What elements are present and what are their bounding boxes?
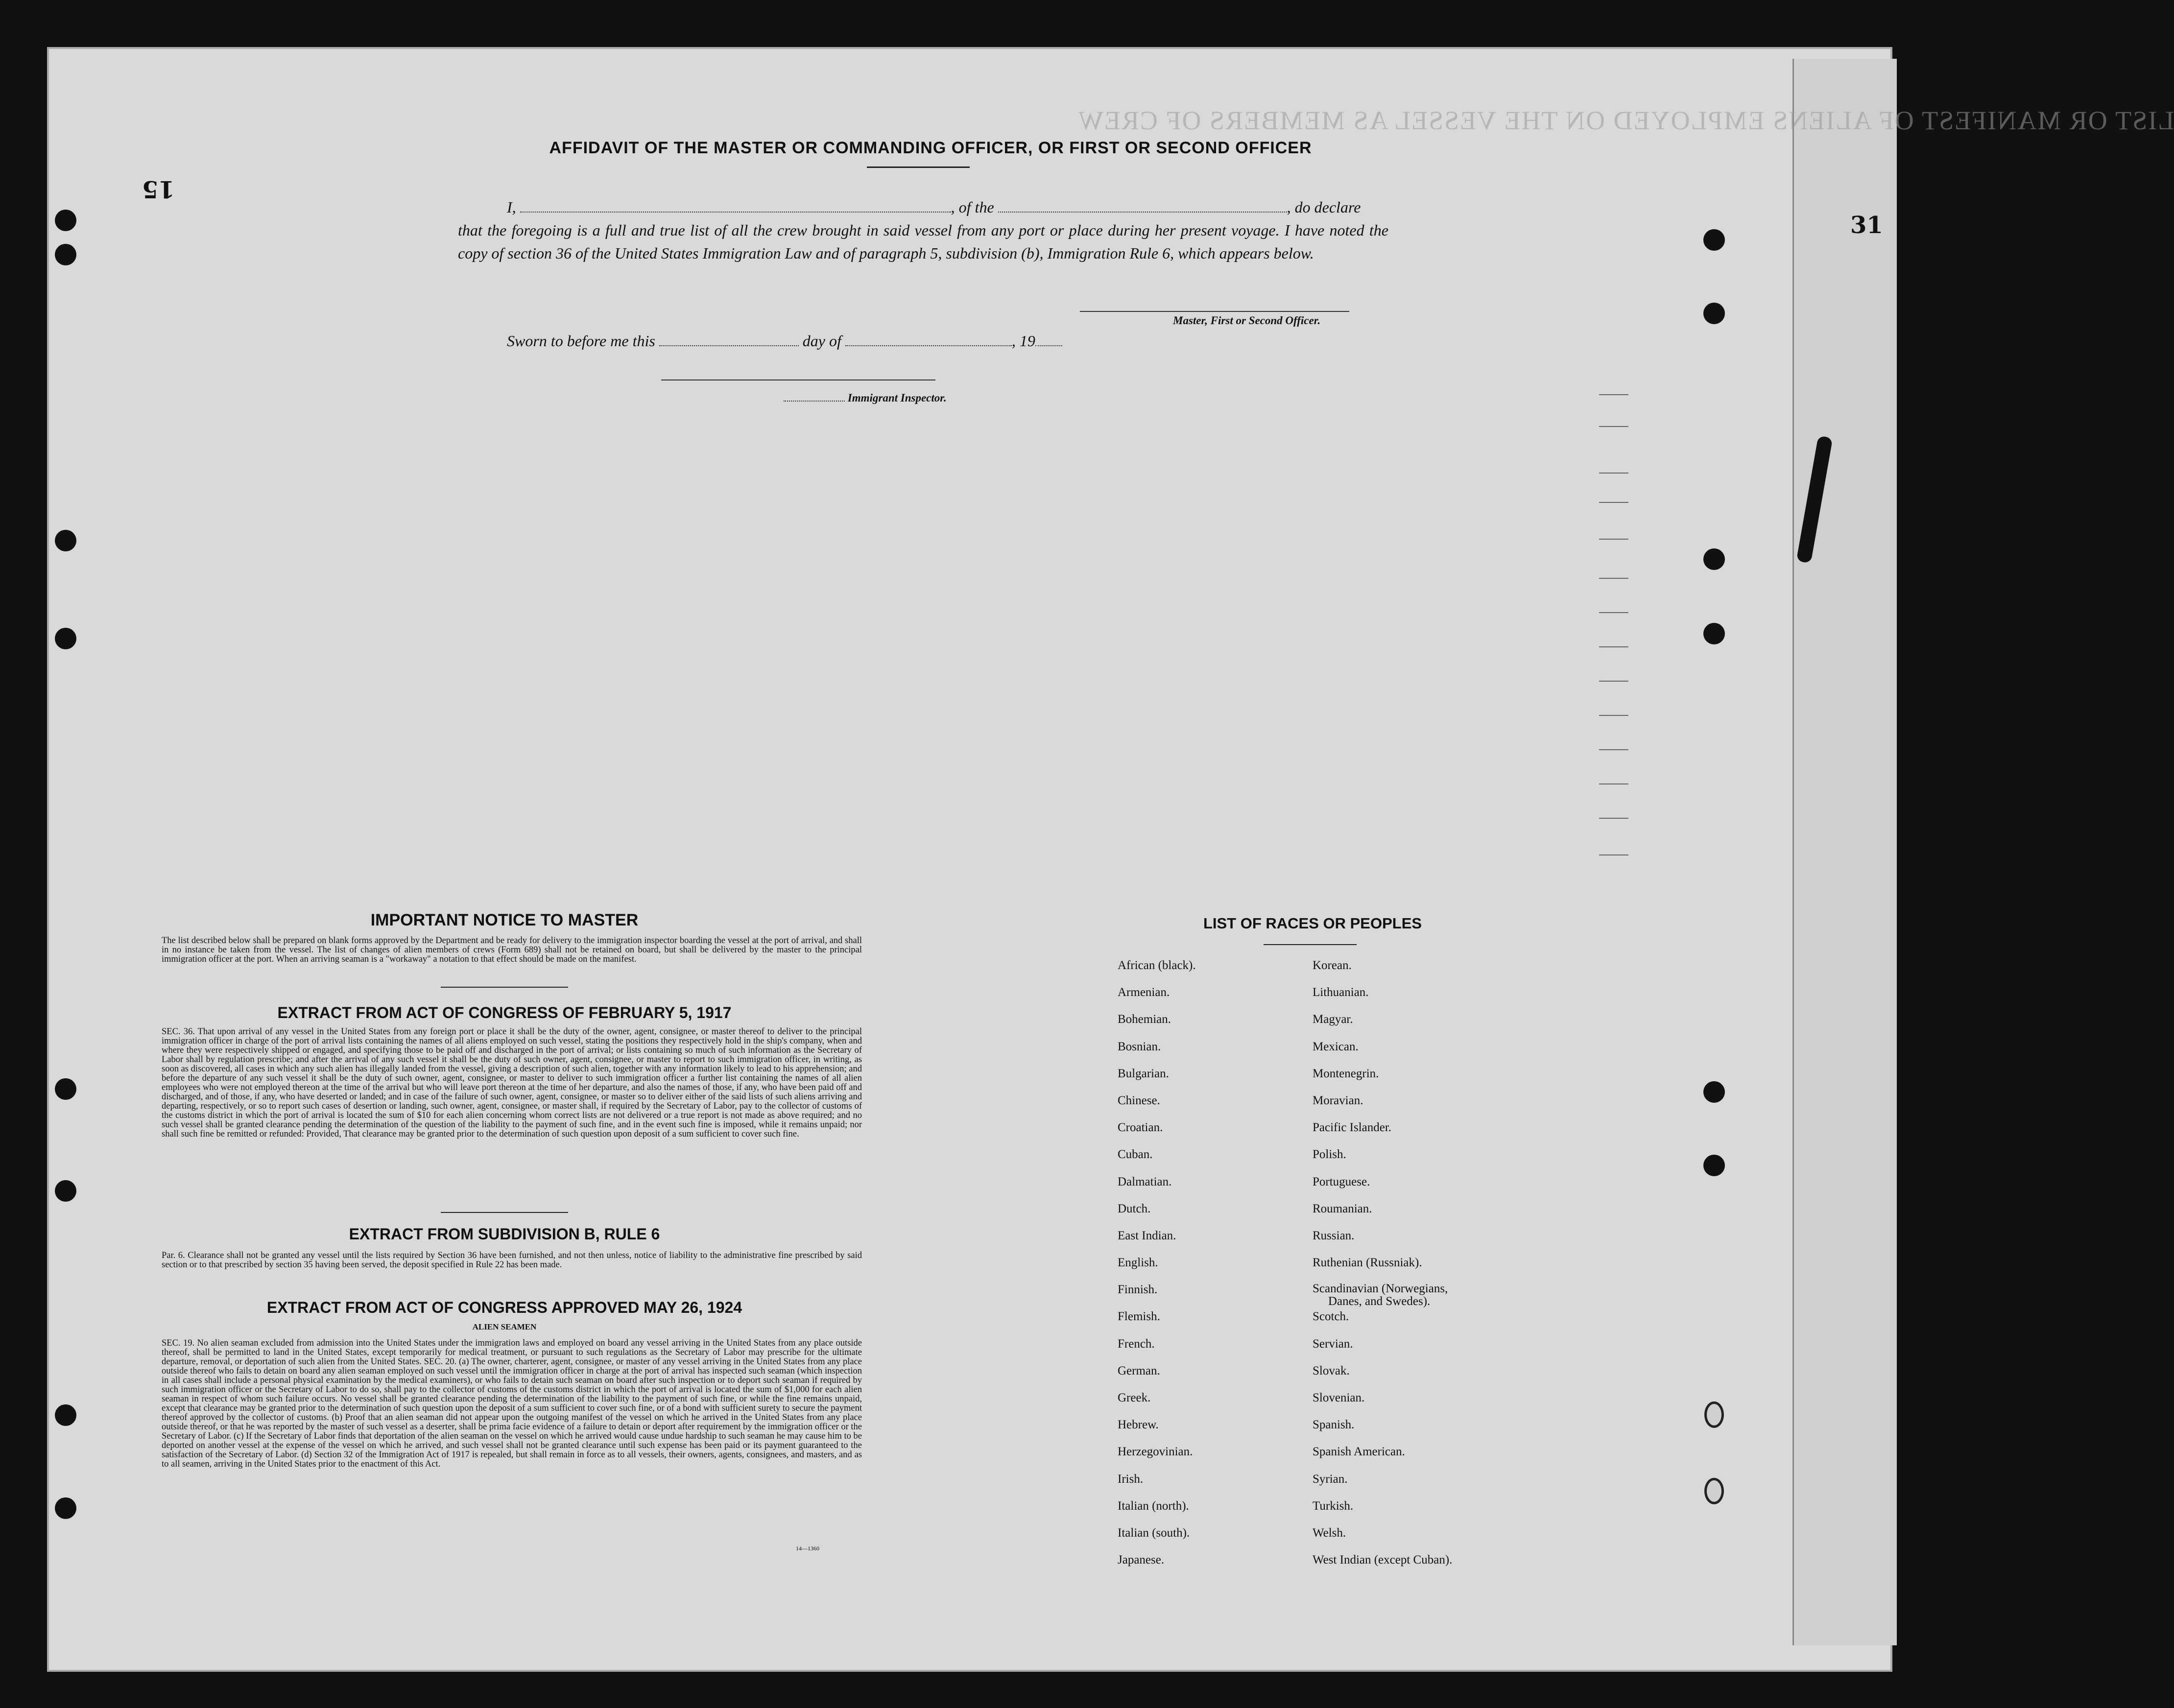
day-of-label: day of (802, 332, 841, 350)
officer-name-field[interactable] (520, 200, 951, 213)
race-item: Welsh. (1313, 1526, 1346, 1540)
tick-mark (1599, 715, 1628, 716)
of-the-label: , of the (951, 198, 994, 216)
race-item: Mexican. (1313, 1040, 1359, 1053)
race-item: Croatian. (1118, 1121, 1163, 1135)
tick-mark (1599, 473, 1628, 474)
tick-mark (1599, 539, 1628, 540)
declare-label: , do declare (1287, 198, 1361, 216)
affidavit-title: AFFIDAVIT OF THE MASTER OR COMMANDING OFFICER, OR FIRST OR SECOND OFFICER (549, 139, 1312, 157)
race-item: Pacific Islander. (1313, 1121, 1392, 1135)
race-item: Cuban. (1118, 1148, 1153, 1162)
races-left-column (1118, 958, 1196, 1580)
race-item: Polish. (1313, 1148, 1346, 1162)
tick-mark (1599, 502, 1628, 503)
tick-mark (1599, 749, 1628, 750)
race-item: Slovenian. (1313, 1391, 1365, 1404)
race-item: Spanish. (1313, 1418, 1355, 1432)
binding-hole (55, 1180, 76, 1202)
race-item: Spanish American. (1313, 1445, 1405, 1459)
master-signature-label: Master, First or Second Officer. (1173, 314, 1321, 327)
race-item: Moravian. (1313, 1093, 1363, 1107)
vessel-name-field[interactable] (998, 200, 1287, 213)
tick-mark (1599, 854, 1628, 855)
i-label: I, (507, 198, 516, 216)
sworn-month-field[interactable] (845, 333, 1012, 346)
inspector-signature-label (784, 392, 947, 404)
tick-mark (1599, 783, 1628, 784)
race-item: Flemish. (1118, 1310, 1160, 1324)
extract-rule6-text: Par. 6. Clearance shall not be granted any vessel until the lists required by Section 36 have been furnished, and not then unless, notice of liability to the administrative fine prescribed by said section or to that prescribed by section 35 having been served, the deposit specified in Rule 22 has been made. (162, 1251, 862, 1270)
notice-title: IMPORTANT NOTICE TO MASTER (370, 911, 639, 929)
tick-mark (1599, 426, 1628, 427)
page-edge-stack (1792, 59, 1897, 1645)
extract-1917-title: EXTRACT FROM ACT OF CONGRESS OF FEBRUARY 5, 1917 (277, 1004, 732, 1021)
tick-mark (1599, 646, 1628, 647)
race-item: Finnish. (1118, 1283, 1158, 1297)
race-item: Herzegovinian. (1118, 1445, 1193, 1459)
race-item: Italian (south). (1118, 1526, 1190, 1540)
race-item: Lithuanian. (1313, 986, 1369, 999)
race-item: English. (1118, 1256, 1158, 1270)
race-item: Chinese. (1118, 1093, 1160, 1107)
tick-mark (1599, 612, 1628, 613)
binding-hole (55, 628, 76, 649)
tick-mark (1599, 681, 1628, 682)
extract-1924-text: SEC. 19. No alien seaman excluded from admission into the United States under the immigration laws and employed on board any vessel arriving in the United States from any place outside thereof, shall be permitted to land in the United States, except temporarily for medical treatment, or pursuant to such regulations as the Secretary of Labor may prescribe for the ultimate departure, removal, or deportation of such alien from the United States. SEC. 20. (a) The owner, charterer, agent, consignee, or master of any vessel arriving in the United States from any place outside thereof who fails to detain on board any alien seaman employed on such vessel until the immigration officer in charge at the port of arrival has inspected such seaman (which inspection in all cases shall include a personal physical examination by the medical examiners), or who fails to detain such seaman on board after such inspection or to deport such seaman if required by such immigration officer or the Secretary of Labor to do so, shall pay to the collector of customs of the customs district in which the port of arrival is located the sum of $1,000 for each alien seaman in respect of whom such failure occurs. No vessel shall be granted clearance pending the determination of the liability to the payment of such fine, or while the fine remains unpaid, except that clearance may be granted prior to the determination of such question upon the deposit of a sum sufficient to cover such fine, or of a bond with sufficient surety to secure the payment thereof approved by the collector of customs. (b) Proof that an alien seaman did not appear upon the outgoing manifest of the vessel on which he arrived in the United States from any place outside thereof, or that he was reported by the master of such vessel as a deserter, shall be prima facie evidence of a failure to detain or deport after requirement by the immigration officer or the Secretary of Labor. (c) If the Secretary of Labor finds that deportation of the alien seaman on the vessel on which he arrived would cause undue hardship to such seaman he may cause him to be deported on another vessel at the expense of the vessel on which he arrived, and such vessel shall not be granted clearance until such expense has been paid or its payment guaranteed to the satisfaction of the Secretary of Labor. (d) Section 32 of the Immigration Act of 1917 is repealed, but shall remain in force as to all vessels, their owners, agents, consignees, and masters, and as to all seamen, arriving in the United States prior to the enactment of this Act. (162, 1338, 862, 1469)
page-number-left: 15 (142, 175, 175, 203)
race-item: Ruthenian (Russniak). (1313, 1256, 1422, 1270)
race-item-continuation: Danes, and Swedes). (1328, 1295, 1431, 1308)
race-item: Roumanian. (1313, 1202, 1372, 1215)
extract-1924-title: EXTRACT FROM ACT OF CONGRESS APPROVED MAY 26, 1924 (266, 1299, 742, 1316)
races-right-column (1313, 958, 1452, 1580)
sworn-label: Sworn to before me this (507, 332, 655, 350)
race-item: Portuguese. (1313, 1175, 1370, 1188)
extract-1924-subtitle: ALIEN SEAMEN (472, 1322, 537, 1331)
race-item: Bulgarian. (1118, 1067, 1169, 1080)
binding-ring (1704, 1401, 1724, 1428)
race-item: Hebrew. (1118, 1418, 1159, 1432)
race-item: Greek. (1118, 1391, 1151, 1404)
race-item: Turkish. (1313, 1499, 1354, 1513)
races-rule (1264, 944, 1357, 945)
race-item: Bosnian. (1118, 1040, 1161, 1053)
binding-hole (1703, 1081, 1725, 1103)
tick-mark (1599, 818, 1628, 819)
race-item: Russian. (1313, 1229, 1355, 1242)
extract-rule6-title: EXTRACT FROM SUBDIVISION B, RULE 6 (349, 1225, 660, 1243)
binding-hole (1703, 303, 1725, 324)
binding-hole (55, 1404, 76, 1426)
inspector-dots (784, 394, 845, 402)
race-item: Armenian. (1118, 986, 1170, 999)
section-rule (441, 987, 568, 988)
race-item-line: Scandinavian (Norwegians, (1313, 1282, 1448, 1296)
page-number-right: 31 (1850, 212, 1883, 239)
year-label: , 19 (1011, 332, 1035, 350)
binding-hole (55, 530, 76, 551)
race-item: West Indian (except Cuban). (1313, 1553, 1453, 1567)
binding-hole (1703, 1155, 1725, 1176)
race-item: Irish. (1118, 1472, 1144, 1486)
tick-mark (1599, 578, 1628, 579)
title-rule (867, 166, 970, 168)
race-item: Slovak. (1313, 1364, 1350, 1377)
race-item: Dalmatian. (1118, 1175, 1172, 1188)
race-item: Servian. (1313, 1337, 1353, 1351)
race-item: Japanese. (1118, 1553, 1165, 1567)
race-item: French. (1118, 1337, 1155, 1351)
affidavit-body: that the foregoing is a full and true list of all the crew brought in said vessel from any port or place during her present voyage. I have noted the copy of section 36 of the United States Immigration Law and of paragraph 5, subdivision (b), Immigration Rule 6, which appears below. (458, 221, 1388, 262)
master-signature-line[interactable] (1080, 311, 1349, 312)
race-item: Montenegrin. (1313, 1067, 1379, 1080)
binding-hole (55, 210, 76, 231)
tick-mark (1599, 394, 1628, 395)
inspector-label-text: Immigrant Inspector. (847, 392, 947, 404)
race-item: Magyar. (1313, 1013, 1353, 1026)
binding-hole (55, 1497, 76, 1519)
race-item: German. (1118, 1364, 1160, 1377)
notice-text: The list described below shall be prepared on blank forms approved by the Department and be ready for delivery to the immigration inspector boarding the vessel at the port of arrival, and shall in no instance be taken from the vessel. The list of changes of alien members of crews (Form 689) shall not be retained on board, but shall be delivered by the master to the principal immigration officer at the port. When an arriving seaman is a "workaway" a notation to that effect should be made on the manifest. (162, 936, 862, 964)
binding-hole (1703, 623, 1725, 644)
race-item: Italian (north). (1118, 1499, 1189, 1513)
race-item: Korean. (1313, 959, 1352, 972)
sworn-statement (507, 330, 1388, 353)
race-item: Scotch. (1313, 1310, 1349, 1324)
form-number: 14—1360 (796, 1545, 819, 1552)
section-rule (441, 1212, 568, 1213)
binding-hole (55, 244, 76, 265)
sworn-day-field[interactable] (659, 333, 799, 346)
affidavit-statement (458, 196, 1388, 265)
races-title: LIST OF RACES OR PEOPLES (1203, 915, 1422, 932)
binding-hole (55, 1078, 76, 1100)
race-item: Dutch. (1118, 1202, 1151, 1215)
binding-ring (1704, 1478, 1724, 1504)
race-item: Bohemian. (1118, 1013, 1171, 1026)
sworn-year-field[interactable] (1035, 333, 1062, 346)
race-item (1313, 1282, 1452, 1309)
race-item: Syrian. (1313, 1472, 1348, 1486)
race-item: African (black). (1118, 959, 1196, 972)
binding-hole (1703, 548, 1725, 570)
binding-hole (1703, 229, 1725, 251)
extract-1917-text: SEC. 36. That upon arrival of any vessel in the United States from any foreign port or place it shall be the duty of the owner, agent, consignee, or master thereof to deliver to the principal immigration officer in charge of the port of arrival lists containing the names of all aliens employed on such vessel, stating the positions they respectively hold in the ship's company, when and where they were respectively shipped or engaged, and specifying those to be paid off and discharged in the port of arrival; or lists containing so much of such information as the Secretary of Labor shall by regulation prescribe; and after the arrival of any such vessel it shall be the duty of such owner, agent, consignee, or master to report to such immigration officer, in writing, as soon as discovered, all cases in which any such alien has illegally landed from the vessel, giving a description of such alien, together with any information likely to lead to his apprehension; and before the departure of any such vessel it shall be the duty of such owner, agent, consignee, or master to deliver to such immigration officer a further list containing the names of all alien employees who were not employed thereon at the time of the arrival but who will leave port thereon at the time of her departure, and also the names of those, if any, who have been paid off and discharged, and of those, if any, who have deserted or landed; and in case of the failure of such owner, agent, consignee, or master so to deliver either of the said lists of such aliens arriving and departing, respectively, or so to report such cases of desertion or landing, such owner, agent, consignee, or master shall, if required by the Secretary of Labor, pay to the collector of customs of the customs district in which the port of arrival is located the sum of $10 for each alien concerning whom correct lists are not delivered or a true report is not made as above required; and no such vessel shall be granted clearance pending the determination of the question of the liability to the payment of such fine, and in the event such fine is imposed, while it remains unpaid; nor shall such fine be remitted or refunded: Provided, That clearance may be granted prior to the determination of such question upon deposit of a sum sufficient to cover such fine. (162, 1027, 862, 1139)
race-item: East Indian. (1118, 1229, 1176, 1242)
bleed-through-heading: LIST OR MANIFEST OF ALIENS EMPLOYED ON THE VESSEL AS MEMBERS OF CREW (1077, 106, 2174, 135)
